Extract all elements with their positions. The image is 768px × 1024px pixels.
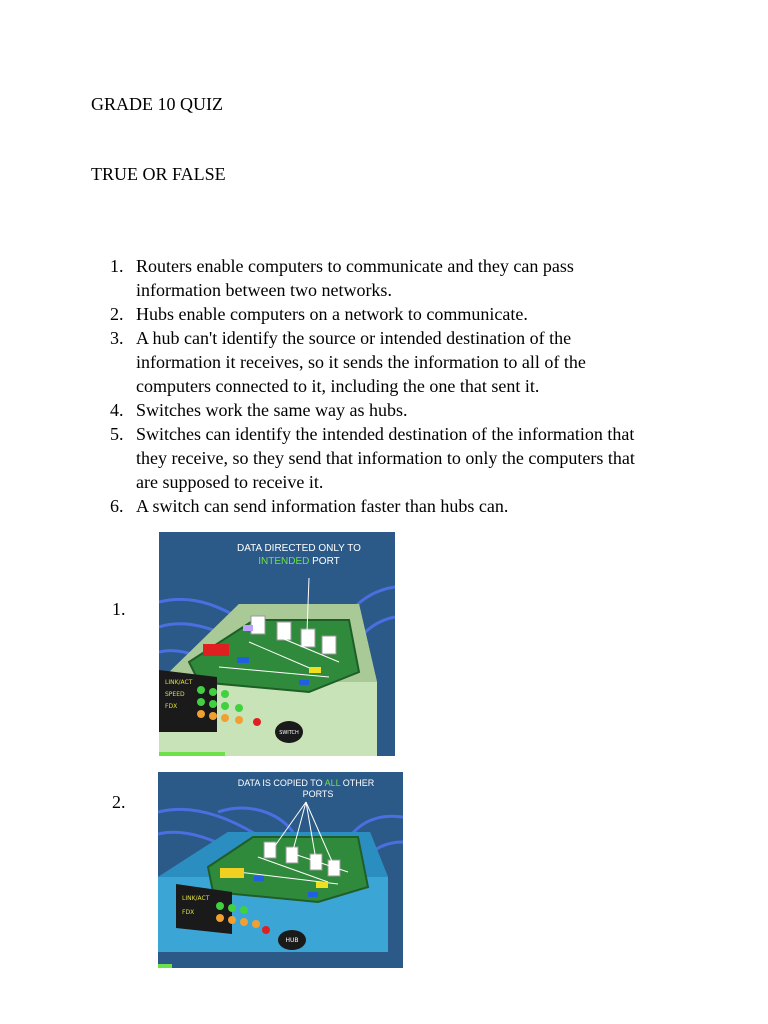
chip-blue — [237, 657, 249, 663]
led-label: LINK/ACT — [182, 895, 210, 902]
question-number: 1. — [110, 256, 124, 276]
question-text-line: information it receives, so it sends the information to all of the — [136, 352, 586, 372]
switch-badge-label: SWITCH — [279, 730, 299, 736]
figure-number: 1. — [112, 599, 126, 619]
question-number: 3. — [110, 328, 124, 348]
question-item — [110, 398, 680, 422]
chip-blue — [254, 876, 264, 881]
chip-blue-2 — [308, 892, 318, 897]
hub-diagram — [158, 772, 403, 968]
figure-caption-line2 — [258, 556, 340, 567]
question-number: 5. — [110, 424, 124, 444]
progress-strip — [159, 752, 225, 756]
question-text-line: A switch can send information faster than hubs can. — [136, 496, 509, 516]
figure-caption-line1: DATA DIRECTED ONLY TO — [237, 543, 361, 554]
switch-diagram — [159, 532, 395, 756]
switch-illustration — [159, 532, 395, 756]
question-number: 4. — [110, 400, 124, 420]
question-item — [110, 254, 680, 302]
chip-yellow-2 — [316, 882, 328, 888]
led-label: LINK/ACT — [165, 679, 193, 686]
chip-violet — [243, 625, 253, 631]
led-label: FDX — [165, 703, 178, 710]
question-text-line: information between two networks. — [136, 280, 392, 300]
question-text-line: Hubs enable computers on a network to communicate. — [136, 304, 528, 324]
chip-yellow — [309, 667, 321, 673]
question-number: 6. — [110, 496, 124, 516]
quiz-title: GRADE 10 QUIZ — [91, 94, 223, 114]
figure-caption-line2: PORTS — [302, 789, 334, 799]
section-heading: TRUE OR FALSE — [91, 164, 226, 184]
question-text-line: A hub can't identify the source or intended destination of the — [136, 328, 572, 348]
figure-number: 2. — [112, 792, 126, 812]
question-item — [110, 302, 680, 326]
progress-strip — [158, 964, 172, 968]
question-list — [110, 254, 680, 518]
chip-yellow — [220, 868, 244, 878]
hub-badge-label: HUB — [285, 937, 299, 944]
led-label: FDX — [182, 909, 195, 916]
figure-caption-line1 — [238, 778, 375, 788]
caption-rest: PORT — [309, 556, 340, 567]
question-text-line: they receive, so they send that information to only the computers that — [136, 448, 635, 468]
chip-red — [203, 644, 229, 656]
hub-illustration — [158, 772, 403, 968]
caption-highlight: INTENDED — [258, 556, 310, 567]
question-text-line: Routers enable computers to communicate and they can pass — [136, 256, 574, 276]
question-item — [110, 422, 680, 494]
question-item — [110, 494, 680, 518]
question-item — [110, 326, 680, 398]
question-text-line: Switches work the same way as hubs. — [136, 400, 408, 420]
caption-prefix: DATA IS COPIED TO — [237, 778, 325, 788]
chip-blue-2 — [299, 680, 309, 685]
question-text-line: Switches can identify the intended destination of the information that — [136, 424, 635, 444]
question-text-line: are supposed to receive it. — [136, 472, 324, 492]
question-number: 2. — [110, 304, 124, 324]
led-label: SPEED — [165, 691, 185, 698]
caption-suffix: OTHER — [340, 778, 375, 788]
question-text-line: computers connected to it, including the one that sent it. — [136, 376, 540, 396]
caption-highlight: ALL — [324, 778, 341, 788]
